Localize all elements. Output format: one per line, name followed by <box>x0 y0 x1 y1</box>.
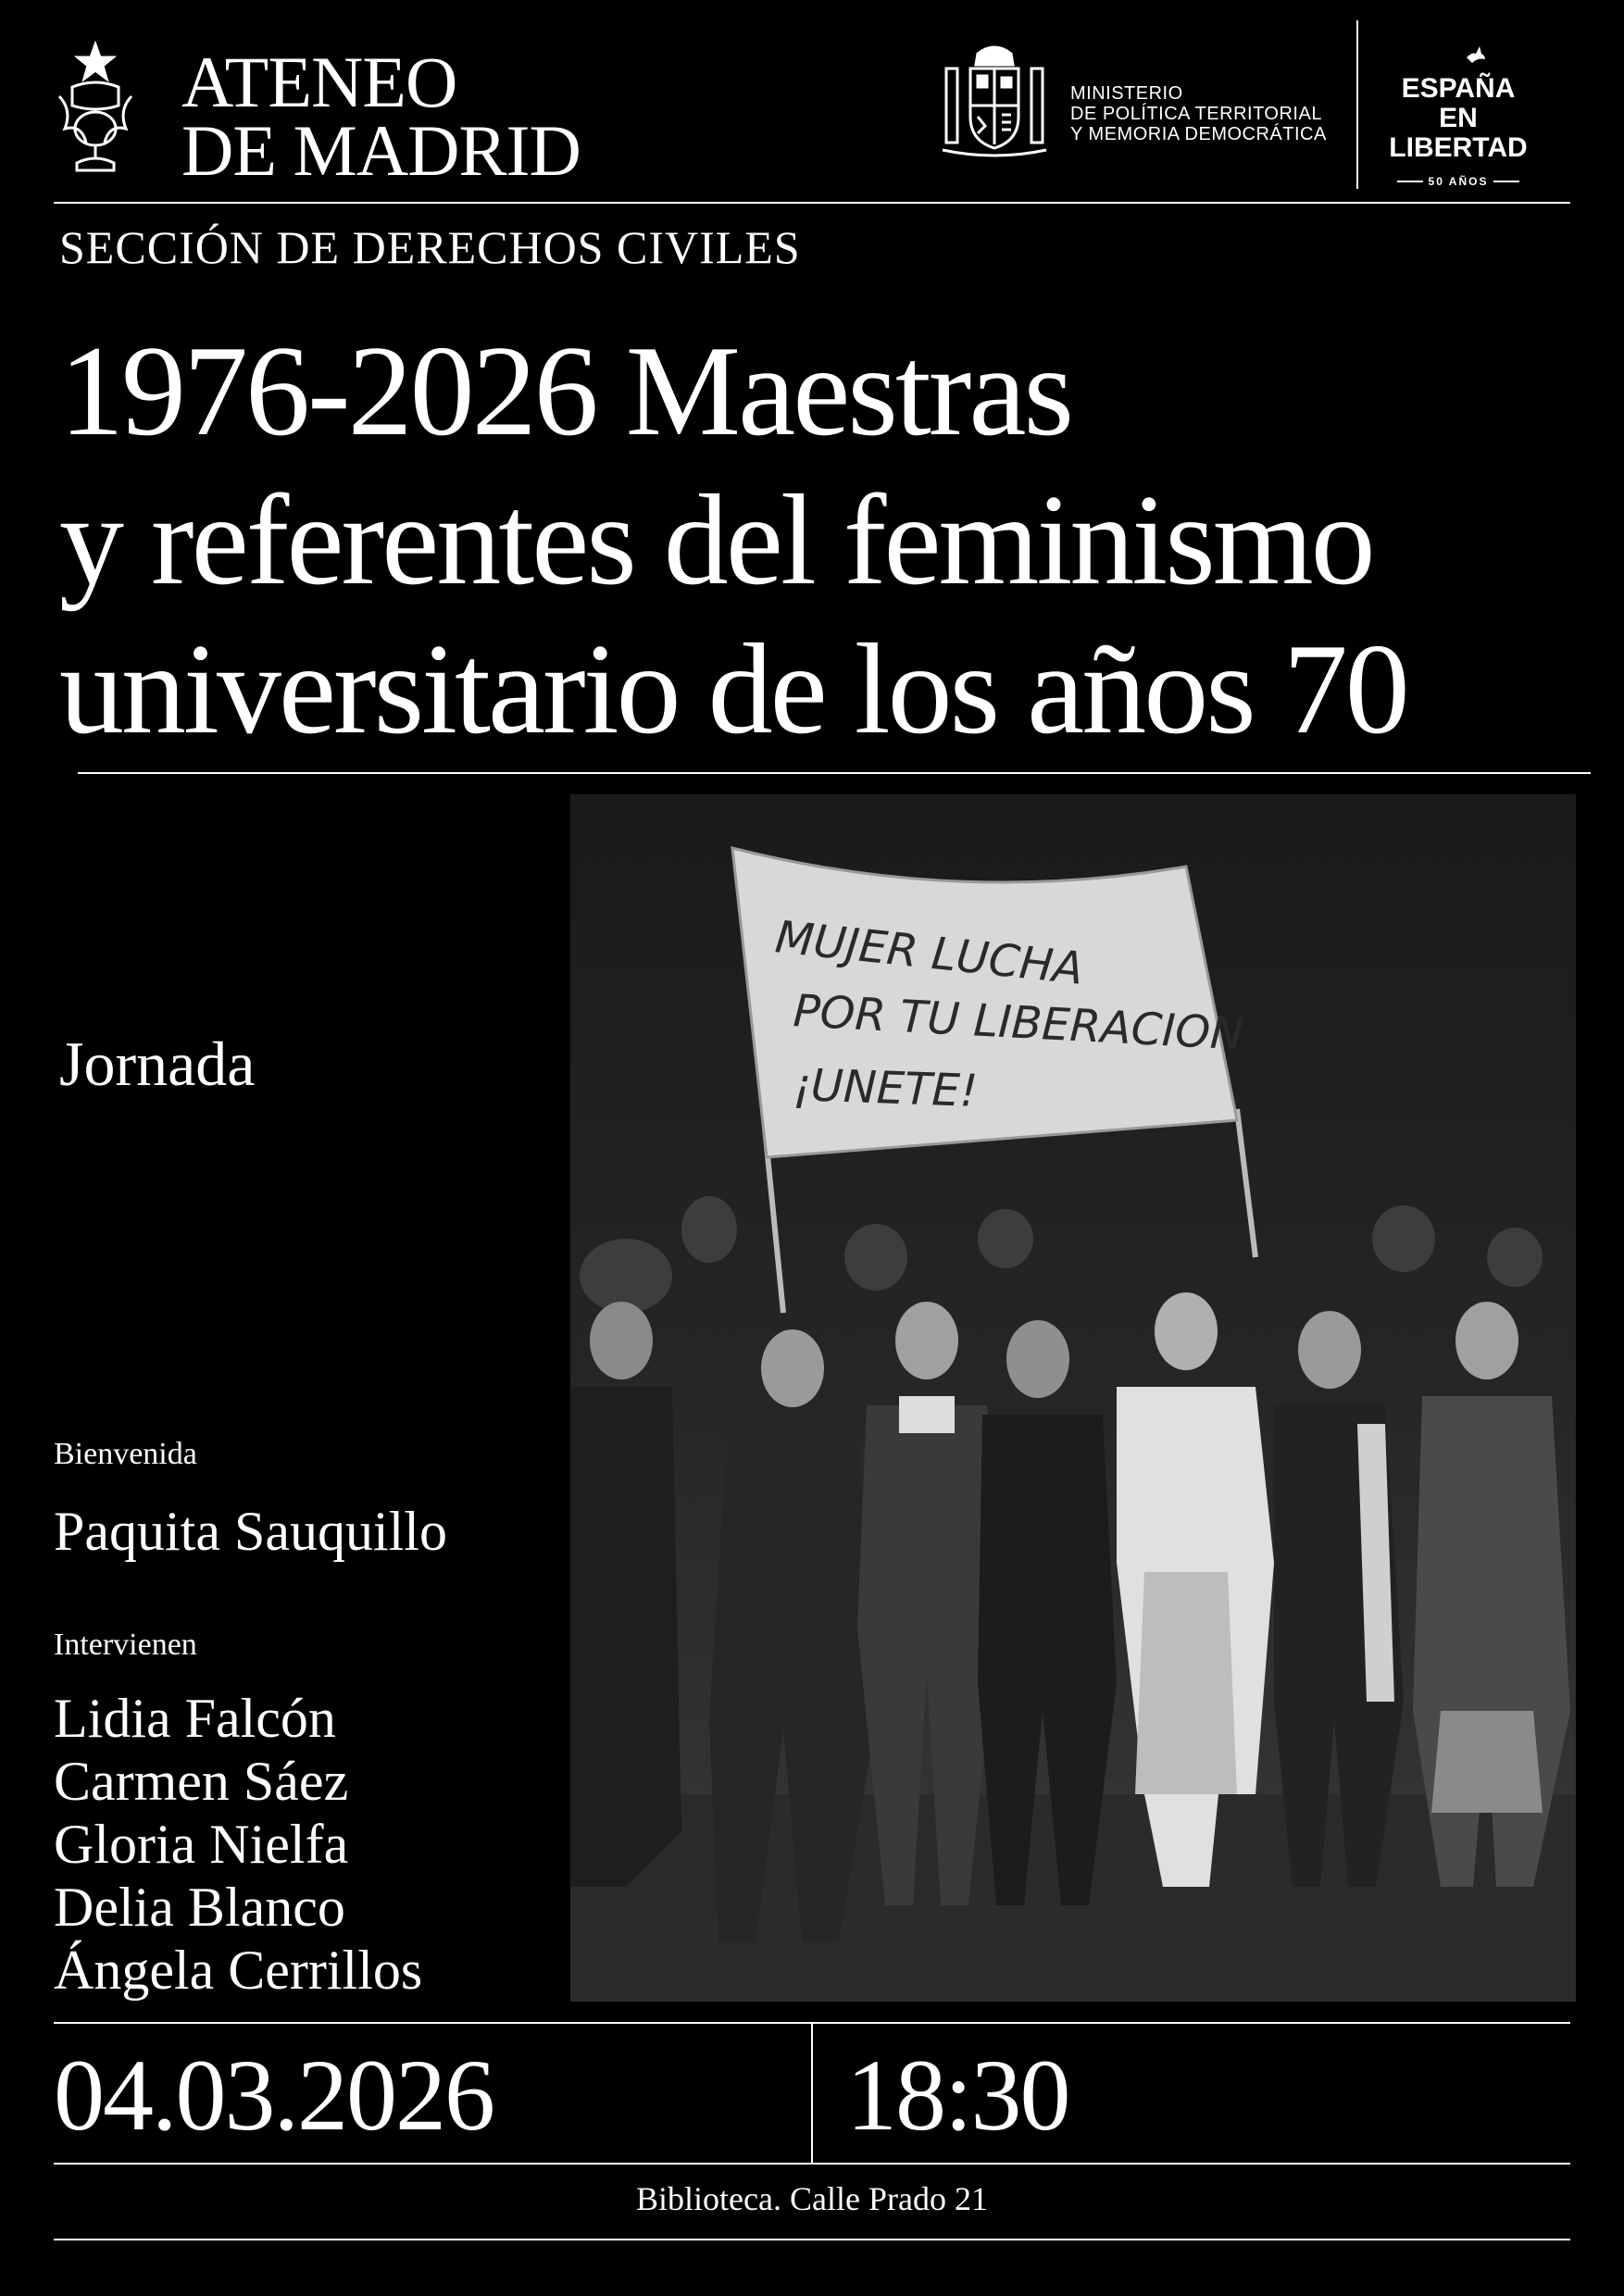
title-line-3: universitario de los años 70 <box>59 618 1407 761</box>
ministry-line3: Y MEMORIA DEMOCRÁTICA <box>1070 124 1327 144</box>
event-date: 04.03.2026 <box>54 2039 493 2152</box>
page-title <box>59 317 1615 764</box>
date-bottom-rule <box>54 2163 1570 2165</box>
title-line-2: y referentes del feminismo <box>59 468 1373 612</box>
footer-rule <box>54 2239 1570 2240</box>
anniversary-logo <box>1389 74 1528 196</box>
event-location: Biblioteca. Calle Prado 21 <box>636 2180 988 2217</box>
speaker-name: Delia Blanco <box>54 1877 345 1938</box>
anniversary-line3: 50 AÑOS <box>1428 175 1489 188</box>
institution-name <box>181 42 581 191</box>
anniversary-line1: ESPAÑA EN <box>1401 73 1516 133</box>
speakers-label: Intervienen <box>54 1628 197 1662</box>
ministry-line2: DE POLÍTICA TERRITORIAL <box>1070 104 1322 124</box>
speaker-name: Gloria Nielfa <box>54 1814 349 1875</box>
banner-line-1: MUJER LUCHA <box>772 911 1086 995</box>
header-rule <box>54 202 1570 204</box>
ministry-line1: MINISTERIO <box>1070 83 1183 104</box>
dove-icon <box>1465 44 1487 65</box>
institution-line1: ATENEO <box>181 42 457 122</box>
speaker-name: Carmen Sáez <box>54 1751 349 1812</box>
spain-coat-of-arms-icon <box>939 41 1050 163</box>
speaker-list <box>54 1687 422 2002</box>
protest-photo <box>570 794 1576 2002</box>
banner-line-3: ¡UNETE! <box>792 1059 979 1117</box>
speaker-name: Ángela Cerrillos <box>54 1940 423 2001</box>
speaker-name: Lidia Falcón <box>54 1688 336 1749</box>
event-time: 18:30 <box>846 2039 1069 2152</box>
ateneo-crest-icon <box>54 41 137 180</box>
event-type: Jornada <box>59 1029 256 1099</box>
anniversary-years <box>1389 167 1528 196</box>
welcome-label: Bienvenida <box>54 1437 197 1471</box>
section-name: SECCIÓN DE DERECHOS CIVILES <box>59 221 801 273</box>
title-rule <box>78 772 1591 774</box>
ministry-name <box>1070 83 1327 144</box>
title-line-1: 1976-2026 Maestras <box>59 319 1072 463</box>
date-time-divider <box>811 2024 813 2165</box>
welcome-name: Paquita Sauquillo <box>54 1501 447 1562</box>
header-divider <box>1356 20 1358 189</box>
banner-line-2: POR TU LIBERACION <box>792 985 1245 1061</box>
anniversary-line2: LIBERTAD <box>1389 132 1528 163</box>
institution-line2: DE MADRID <box>181 110 581 191</box>
